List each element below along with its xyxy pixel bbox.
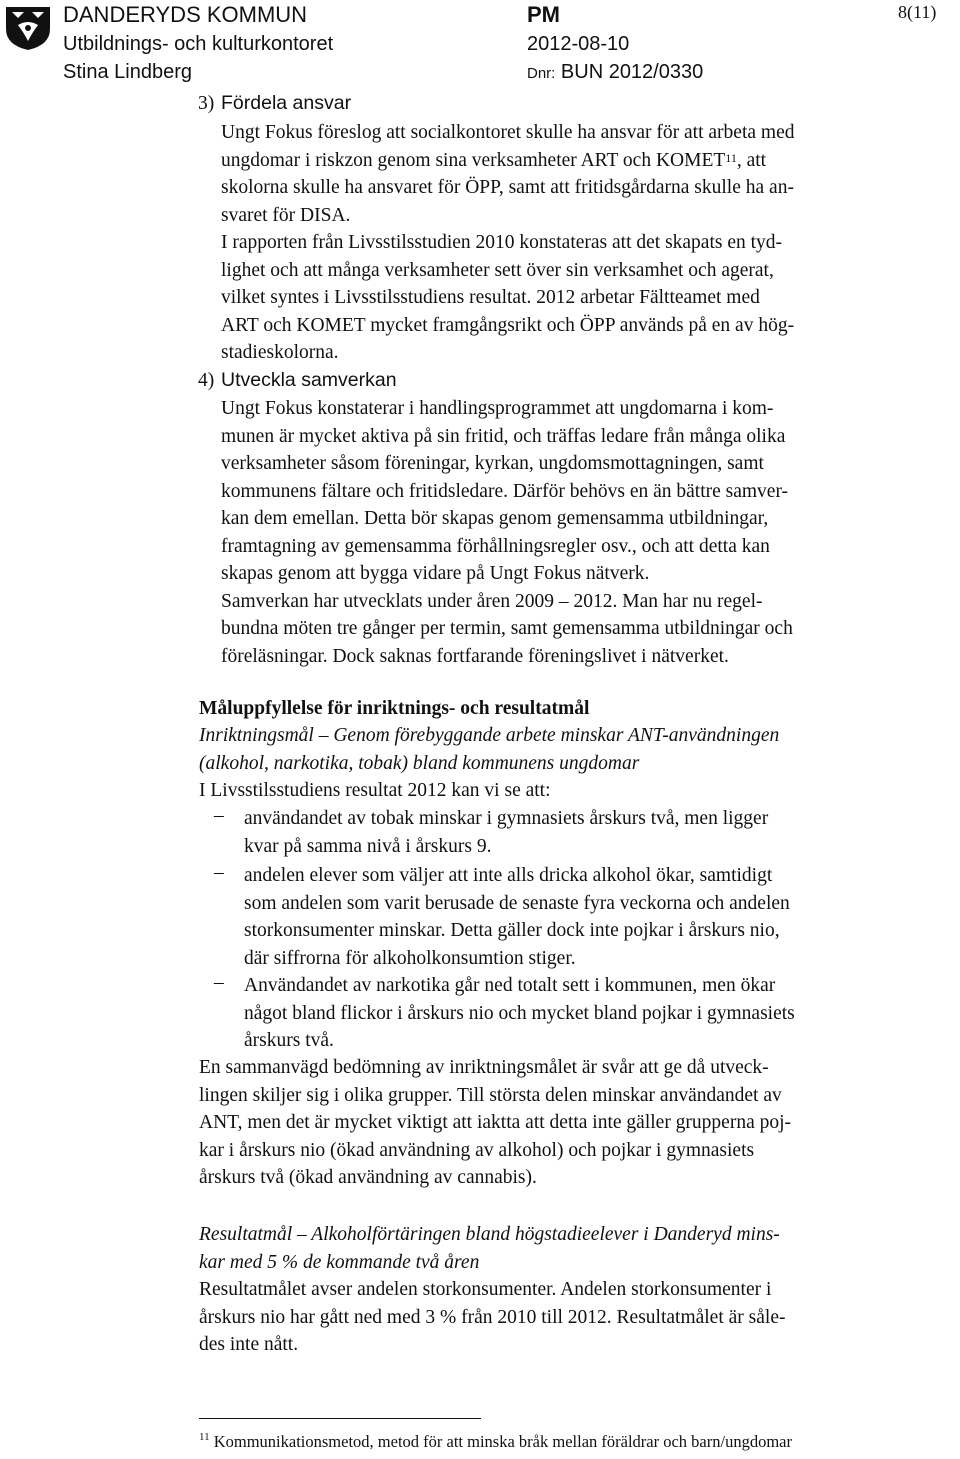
- text-line: (alkohol, narkotika, tobak) bland kommunens ungdomar: [199, 752, 640, 774]
- text-line: verksamheter såsom föreningar, kyrkan, ungdomsmottagningen, samt: [221, 453, 764, 474]
- text-line: årskurs två (ökad användning av cannabis).: [199, 1167, 537, 1188]
- item-3-title: Fördela ansvar: [221, 92, 352, 114]
- results-intro: I Livsstilsstudiens resultat 2012 kan vi se att:: [199, 780, 551, 801]
- dnr-label: Dnr:: [527, 65, 556, 82]
- text-line: som andelen som varit berusade de senaste fyra veckorna och andelen: [244, 892, 790, 914]
- text-line: något bland flickor i årskurs nio och mycket bland pojkar i gymnasiets: [244, 1002, 795, 1024]
- text-line: munen är mycket aktiva på sin fritid, och träffas ledare från många olika: [221, 425, 786, 447]
- text-line: des inte nått.: [199, 1334, 299, 1355]
- text-line: ANT, men det är mycket viktigt att iaktta att detta inte gäller grupperna poj-: [199, 1112, 792, 1133]
- result-paragraph: [199, 1276, 919, 1359]
- item-3-number: 3): [198, 93, 215, 114]
- text-line: årskurs två.: [244, 1030, 334, 1051]
- text-line: skapas genom att bygga vidare på Ungt Fokus nätverk.: [221, 563, 650, 584]
- text-line: skolorna skulle ha ansvaret för ÖPP, samt att fritidsgårdarna skulle ha an-: [221, 177, 794, 198]
- text-line: kvar på samma nivå i årskurs 9.: [244, 835, 492, 857]
- text-line: svaret för DISA.: [221, 204, 351, 226]
- office-name: Utbildnings- och kulturkontoret: [63, 33, 334, 55]
- text-line: Resultatmål – Alkoholförtäringen bland högstadieelever i Danderyd mins-: [199, 1224, 780, 1245]
- text-line: Ungt Fokus konstaterar i handlingsprogrammet att ungdomarna i kom-: [221, 398, 774, 419]
- footnote-number: 11: [199, 1431, 210, 1443]
- summary-paragraph: [199, 1054, 919, 1192]
- bullet-item: [244, 972, 795, 1055]
- text-line: lighet och att många verksamheter sett över sin verksamhet och agerat,: [221, 259, 774, 281]
- bullet-dash: –: [214, 862, 224, 883]
- bullet-item: [244, 805, 768, 860]
- text-line: framtagning av gemensamma förhållningsregler osv., och att detta kan: [221, 535, 770, 557]
- text-line: vilket syntes i Livsstilsstudiens resultat. 2012 arbetar Fältteamet med: [221, 287, 760, 308]
- text-span: , att: [736, 149, 767, 171]
- text-line: kommunens fältare och fritidsledare. Därför behövs en än bättre samver-: [221, 480, 789, 502]
- text-line: lingen skiljer sig i olika grupper. Till största delen minskar användandet av: [199, 1084, 782, 1106]
- text-span: ungdomar i riskzon genom sina verksamheter ART och KOMET: [221, 149, 726, 171]
- section-heading: Måluppfyllelse för inriktnings- och resultatmål: [199, 698, 590, 719]
- text-line: stadieskolorna.: [221, 342, 339, 363]
- text-line: årskurs nio har gått ned med 3 % från 2010 till 2012. Resultatmålet är såle-: [199, 1306, 786, 1328]
- item-4-title: Utveckla samverkan: [221, 369, 397, 391]
- bullet-dash: –: [214, 972, 224, 993]
- dnr-value: BUN 2012/0330: [560, 61, 704, 83]
- bullet-item: [244, 862, 790, 972]
- result-aim-statement: [199, 1221, 919, 1276]
- municipality-name: DANDERYDS KOMMUN: [63, 2, 308, 27]
- text-line: Användandet av narkotika går ned totalt sett i kommunen, men ökar: [244, 975, 776, 996]
- text-line: En sammanvägd bedömning av inriktningsmålet är svår att ge då utveck-: [199, 1057, 769, 1078]
- text-line: föreläsningar. Dock saknas fortfarande föreningslivet i nätverket.: [221, 645, 729, 667]
- municipality-crest-logo: [2, 3, 54, 51]
- item-3-body: [221, 119, 921, 367]
- text-line: andelen elever som väljer att inte alls dricka alkohol ökar, samtidigt: [244, 865, 773, 886]
- text-line: Inriktningsmål – Genom förebyggande arbete minskar ANT-användningen: [199, 725, 780, 746]
- text-line: [221, 147, 921, 175]
- dnr: [527, 59, 703, 87]
- text-line: där siffrorna för alkoholkonsumtion stiger.: [244, 947, 576, 969]
- footnote-text: Kommunikationsmetod, metod för att minska bråk mellan föräldrar och barn/ungdomar: [213, 1432, 792, 1451]
- text-line: Samverkan har utvecklats under åren 2009 – 2012. Man har nu regel-: [221, 590, 763, 612]
- text-line: kar i årskurs nio (ökad användning av alkohol) och pojkar i gymnasiets: [199, 1139, 755, 1161]
- footnote-ref[interactable]: 11: [725, 150, 737, 165]
- item-4-number: 4): [198, 370, 215, 391]
- text-line: ART och KOMET mycket framgångsrikt och ÖPP används på en av hög-: [221, 314, 795, 336]
- item-4-body: [221, 395, 921, 670]
- author-name: Stina Lindberg: [63, 61, 192, 83]
- text-line: kar med 5 % de kommande två åren: [199, 1251, 480, 1273]
- doc-type: PM: [527, 2, 560, 27]
- page-number: 8(11): [898, 2, 937, 22]
- bullet-dash: –: [214, 805, 224, 826]
- text-line: kan dem emellan. Detta bör skapas genom gemensamma utbildningar,: [221, 508, 769, 529]
- text-line: I rapporten från Livsstilsstudien 2010 konstateras att det skapats en tyd-: [221, 232, 783, 253]
- footnote: [199, 1432, 792, 1452]
- text-line: bundna möten tre gånger per termin, samt gemensamma utbildningar och: [221, 618, 793, 639]
- aim-statement: [199, 722, 919, 777]
- text-line: Resultatmålet avser andelen storkonsumenter. Andelen storkonsumenter i: [199, 1279, 772, 1300]
- footnote-separator: [199, 1418, 481, 1419]
- text-line: Ungt Fokus föreslog att socialkontoret skulle ha ansvar för att arbeta med: [221, 122, 795, 143]
- doc-date: 2012-08-10: [527, 33, 630, 55]
- text-line: storkonsumenter minskar. Detta gäller dock inte pojkar i årskurs nio,: [244, 920, 780, 941]
- text-line: användandet av tobak minskar i gymnasiets årskurs två, men ligger: [244, 808, 769, 829]
